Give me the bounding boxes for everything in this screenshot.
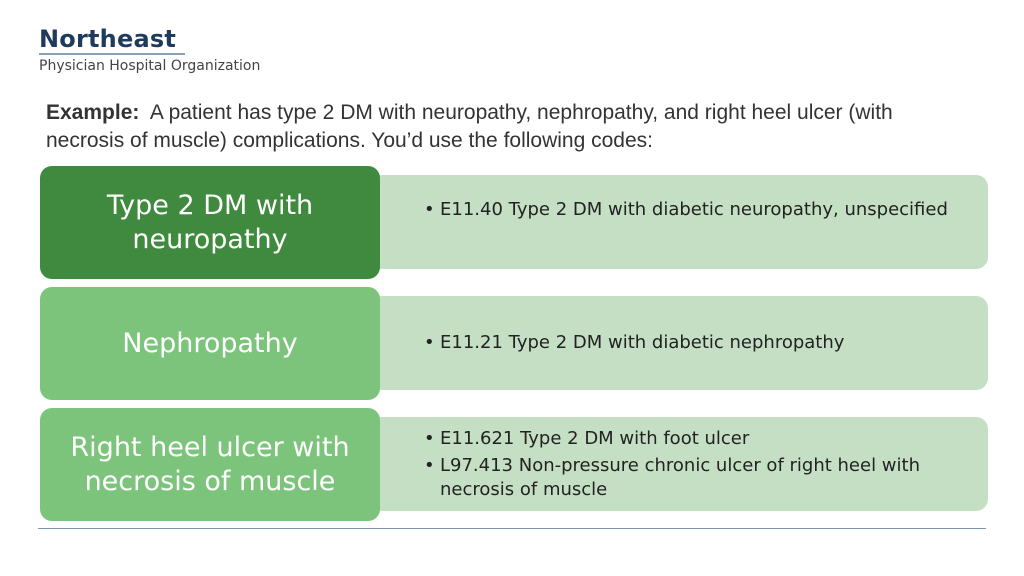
logo-name: Northeast	[39, 25, 176, 53]
code-item	[424, 427, 948, 451]
code-item	[424, 331, 948, 355]
code-row-nephropathy	[40, 287, 988, 400]
code-text: E11.621 Type 2 DM with foot ulcer	[440, 428, 750, 449]
bullet-icon: •	[424, 428, 435, 449]
code-list-neuropathy	[424, 198, 948, 222]
logo-divider	[39, 53, 185, 55]
bullet-icon: •	[424, 199, 435, 220]
condition-label-heel-ulcer: Right heel ulcer with necrosis of muscle	[40, 408, 380, 521]
code-panel-heel-ulcer	[370, 417, 988, 511]
code-row-heel-ulcer	[40, 408, 988, 521]
code-item	[424, 198, 948, 222]
condition-label-neuropathy: Type 2 DM with neuropathy	[40, 166, 380, 279]
code-item	[424, 454, 948, 502]
code-text: L97.413 Non-pressure chronic ulcer of right heel with necrosis of muscle	[440, 455, 920, 500]
bullet-icon: •	[424, 455, 435, 476]
logo-subtitle: Physician Hospital Organization	[39, 58, 261, 74]
code-panel-nephropathy	[370, 296, 988, 390]
example-intro	[46, 99, 976, 155]
condition-label-nephropathy: Nephropathy	[40, 287, 380, 400]
code-text: E11.21 Type 2 DM with diabetic nephropathy	[440, 332, 845, 353]
bullet-icon: •	[424, 332, 435, 353]
organization-logo	[39, 26, 339, 75]
example-text: A patient has type 2 DM with neuropathy, nephropathy, and right heel ulcer (with necrosis of muscle) complications. You’d use the following codes:	[46, 101, 893, 152]
code-panel-neuropathy	[370, 175, 988, 269]
bottom-divider	[38, 528, 986, 529]
code-text: E11.40 Type 2 DM with diabetic neuropathy, unspecified	[440, 199, 948, 220]
code-list-heel-ulcer	[424, 427, 948, 502]
code-row-neuropathy	[40, 166, 988, 279]
code-list-nephropathy	[424, 331, 948, 355]
example-label: Example:	[46, 101, 140, 124]
